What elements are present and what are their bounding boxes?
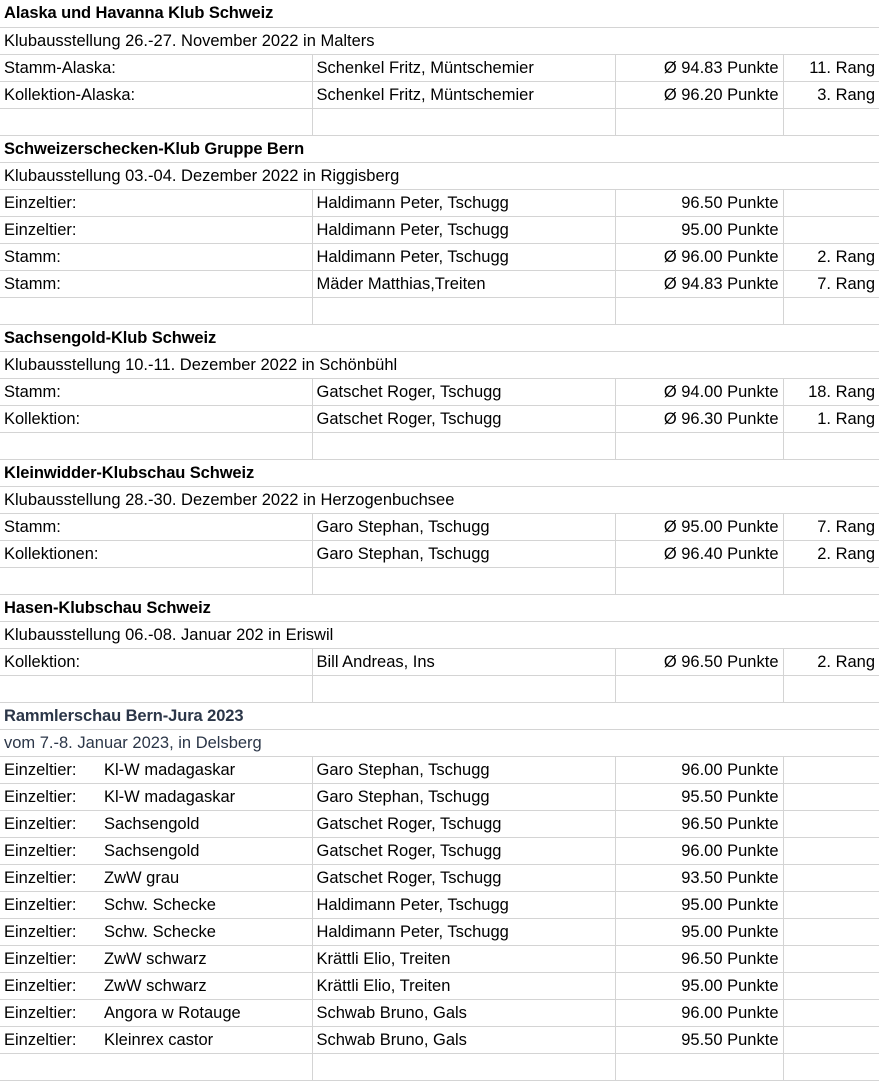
exhibitor-cell: Haldimann Peter, Tschugg xyxy=(312,189,615,216)
points-cell: Ø 96.40 Punkte xyxy=(615,540,783,567)
exhibitor-cell: Krättli Elio, Treiten xyxy=(312,945,615,972)
points-cell: 95.50 Punkte xyxy=(615,1026,783,1053)
entry-kind: Einzeltier: xyxy=(4,841,77,860)
section-title-row xyxy=(0,702,879,729)
category-cell: Einzeltier: xyxy=(0,216,312,243)
section-title-row xyxy=(0,594,879,621)
exhibitor-cell: Gatschet Roger, Tschugg xyxy=(312,837,615,864)
points-cell: Ø 96.30 Punkte xyxy=(615,405,783,432)
spacer-cell xyxy=(312,1053,615,1080)
table-row xyxy=(0,1026,879,1053)
spacer-cell xyxy=(0,432,312,459)
points-cell: 95.00 Punkte xyxy=(615,918,783,945)
rank-cell xyxy=(783,945,879,972)
entry-kind: Einzeltier: xyxy=(4,868,77,887)
rank-cell xyxy=(783,189,879,216)
points-cell: 96.00 Punkte xyxy=(615,837,783,864)
spacer-cell xyxy=(615,432,783,459)
spacer-cell xyxy=(783,675,879,702)
section-spacer-row xyxy=(0,297,879,324)
event-line: Klubausstellung 10.-11. Dezember 2022 in Schönbühl xyxy=(0,351,879,378)
table-row xyxy=(0,864,879,891)
points-cell: 95.50 Punkte xyxy=(615,783,783,810)
rank-cell: 3. Rang xyxy=(783,81,879,108)
section-event-row xyxy=(0,486,879,513)
section-title-row xyxy=(0,459,879,486)
spacer-cell xyxy=(783,432,879,459)
points-cell: Ø 94.00 Punkte xyxy=(615,378,783,405)
table-row xyxy=(0,54,879,81)
category-cell xyxy=(0,837,312,864)
event-line: Klubausstellung 26.-27. November 2022 in Malters xyxy=(0,27,879,54)
points-cell: Ø 96.00 Punkte xyxy=(615,243,783,270)
table-row xyxy=(0,243,879,270)
table-row xyxy=(0,999,879,1026)
exhibitor-cell: Mäder Matthias,Treiten xyxy=(312,270,615,297)
points-cell: 96.50 Punkte xyxy=(615,189,783,216)
section-spacer-row xyxy=(0,432,879,459)
breed-name: ZwW schwarz xyxy=(104,976,207,995)
club-title: Sachsengold-Klub Schweiz xyxy=(0,324,879,351)
exhibitor-cell: Garo Stephan, Tschugg xyxy=(312,756,615,783)
rank-cell: 7. Rang xyxy=(783,270,879,297)
spacer-cell xyxy=(783,108,879,135)
breed-name: ZwW grau xyxy=(104,868,180,887)
category-cell: Stamm-Alaska: xyxy=(0,54,312,81)
club-title: Alaska und Havanna Klub Schweiz xyxy=(0,0,879,27)
category-cell: Stamm: xyxy=(0,378,312,405)
spacer-cell xyxy=(312,297,615,324)
event-line: Klubausstellung 06.-08. Januar 202 in Eriswil xyxy=(0,621,879,648)
exhibitor-cell: Garo Stephan, Tschugg xyxy=(312,783,615,810)
section-title-row xyxy=(0,324,879,351)
exhibitor-cell: Garo Stephan, Tschugg xyxy=(312,540,615,567)
category-cell: Kollektion: xyxy=(0,405,312,432)
club-title: Kleinwidder-Klubschau Schweiz xyxy=(0,459,879,486)
section-spacer-row xyxy=(0,1053,879,1080)
category-cell xyxy=(0,756,312,783)
rank-cell xyxy=(783,837,879,864)
entry-kind: Einzeltier: xyxy=(4,1003,77,1022)
exhibitor-cell: Haldimann Peter, Tschugg xyxy=(312,216,615,243)
club-title: Hasen-Klubschau Schweiz xyxy=(0,594,879,621)
table-row xyxy=(0,891,879,918)
spacer-cell xyxy=(0,1053,312,1080)
points-cell: Ø 96.20 Punkte xyxy=(615,81,783,108)
rank-cell: 7. Rang xyxy=(783,513,879,540)
points-cell: 93.50 Punkte xyxy=(615,864,783,891)
points-cell: Ø 95.00 Punkte xyxy=(615,513,783,540)
spacer-cell xyxy=(615,567,783,594)
table-row xyxy=(0,783,879,810)
breed-name: Kl-W madagaskar xyxy=(104,787,236,806)
table-row xyxy=(0,378,879,405)
exhibitor-cell: Gatschet Roger, Tschugg xyxy=(312,378,615,405)
category-cell: Einzeltier: xyxy=(0,189,312,216)
section-event-row xyxy=(0,162,879,189)
category-cell: Stamm: xyxy=(0,243,312,270)
breed-name: Sachsengold xyxy=(104,841,200,860)
section-event-row xyxy=(0,27,879,54)
exhibitor-cell: Haldimann Peter, Tschugg xyxy=(312,891,615,918)
points-cell: Ø 94.83 Punkte xyxy=(615,270,783,297)
event-line: vom 7.-8. Januar 2023, in Delsberg xyxy=(0,729,879,756)
table-row xyxy=(0,837,879,864)
rank-cell: 2. Rang xyxy=(783,540,879,567)
rank-cell: 11. Rang xyxy=(783,54,879,81)
table-row xyxy=(0,945,879,972)
spacer-cell xyxy=(0,108,312,135)
spacer-cell xyxy=(783,567,879,594)
table-row xyxy=(0,216,879,243)
spacer-cell xyxy=(615,108,783,135)
category-cell: Stamm: xyxy=(0,513,312,540)
category-cell xyxy=(0,783,312,810)
spacer-cell xyxy=(783,1053,879,1080)
points-cell: 96.50 Punkte xyxy=(615,945,783,972)
event-line: Klubausstellung 03.-04. Dezember 2022 in Riggisberg xyxy=(0,162,879,189)
points-cell: 95.00 Punkte xyxy=(615,891,783,918)
exhibitor-cell: Gatschet Roger, Tschugg xyxy=(312,810,615,837)
entry-kind: Einzeltier: xyxy=(4,760,77,779)
points-cell: 96.00 Punkte xyxy=(615,756,783,783)
rank-cell xyxy=(783,891,879,918)
breed-name: Schw. Schecke xyxy=(104,895,216,914)
category-cell xyxy=(0,1026,312,1053)
exhibitor-cell: Bill Andreas, Ins xyxy=(312,648,615,675)
spacer-cell xyxy=(615,297,783,324)
spacer-cell xyxy=(615,675,783,702)
rank-cell xyxy=(783,918,879,945)
spacer-cell xyxy=(312,108,615,135)
exhibitor-cell: Haldimann Peter, Tschugg xyxy=(312,918,615,945)
section-spacer-row xyxy=(0,567,879,594)
points-cell: 96.00 Punkte xyxy=(615,999,783,1026)
category-cell: Kollektion-Alaska: xyxy=(0,81,312,108)
table-row xyxy=(0,270,879,297)
points-cell: Ø 96.50 Punkte xyxy=(615,648,783,675)
event-line: Klubausstellung 28.-30. Dezember 2022 in Herzogenbuchsee xyxy=(0,486,879,513)
entry-kind: Einzeltier: xyxy=(4,1030,77,1049)
entry-kind: Einzeltier: xyxy=(4,922,77,941)
section-spacer-row xyxy=(0,675,879,702)
category-cell xyxy=(0,945,312,972)
spacer-cell xyxy=(312,432,615,459)
spacer-cell xyxy=(783,297,879,324)
rank-cell xyxy=(783,756,879,783)
exhibitor-cell: Gatschet Roger, Tschugg xyxy=(312,405,615,432)
exhibitor-cell: Haldimann Peter, Tschugg xyxy=(312,243,615,270)
spacer-cell xyxy=(312,675,615,702)
section-event-row xyxy=(0,621,879,648)
category-cell: Kollektion: xyxy=(0,648,312,675)
spacer-cell xyxy=(0,675,312,702)
breed-name: Schw. Schecke xyxy=(104,922,216,941)
points-cell: 95.00 Punkte xyxy=(615,216,783,243)
category-cell xyxy=(0,999,312,1026)
rank-cell xyxy=(783,216,879,243)
club-title: Rammlerschau Bern-Jura 2023 xyxy=(0,702,879,729)
section-title-row xyxy=(0,0,879,27)
rank-cell xyxy=(783,783,879,810)
points-cell: Ø 94.83 Punkte xyxy=(615,54,783,81)
section-event-row xyxy=(0,729,879,756)
rank-cell xyxy=(783,972,879,999)
section-event-row xyxy=(0,351,879,378)
entry-kind: Einzeltier: xyxy=(4,814,77,833)
entry-kind: Einzeltier: xyxy=(4,787,77,806)
category-cell xyxy=(0,891,312,918)
section-title-row xyxy=(0,135,879,162)
entry-kind: Einzeltier: xyxy=(4,949,77,968)
table-row xyxy=(0,540,879,567)
rank-cell: 2. Rang xyxy=(783,243,879,270)
spacer-cell xyxy=(0,297,312,324)
exhibitor-cell: Schwab Bruno, Gals xyxy=(312,1026,615,1053)
table-row xyxy=(0,513,879,540)
points-cell: 95.00 Punkte xyxy=(615,972,783,999)
table-row xyxy=(0,189,879,216)
table-row xyxy=(0,81,879,108)
exhibitor-cell: Gatschet Roger, Tschugg xyxy=(312,864,615,891)
club-title: Schweizerschecken-Klub Gruppe Bern xyxy=(0,135,879,162)
table-row xyxy=(0,756,879,783)
rank-cell: 18. Rang xyxy=(783,378,879,405)
breed-name: Kleinrex castor xyxy=(104,1030,214,1049)
rank-cell xyxy=(783,999,879,1026)
exhibitor-cell: Schenkel Fritz, Müntschemier xyxy=(312,54,615,81)
category-cell xyxy=(0,972,312,999)
category-cell xyxy=(0,810,312,837)
breed-name: Kl-W madagaskar xyxy=(104,760,236,779)
rank-cell xyxy=(783,810,879,837)
table-row xyxy=(0,918,879,945)
table-row xyxy=(0,810,879,837)
category-cell xyxy=(0,918,312,945)
table-row xyxy=(0,972,879,999)
table-row xyxy=(0,648,879,675)
breed-name: ZwW schwarz xyxy=(104,949,207,968)
exhibitor-cell: Schenkel Fritz, Müntschemier xyxy=(312,81,615,108)
exhibitor-cell: Schwab Bruno, Gals xyxy=(312,999,615,1026)
entry-kind: Einzeltier: xyxy=(4,895,77,914)
section-spacer-row xyxy=(0,108,879,135)
category-cell: Kollektionen: xyxy=(0,540,312,567)
rank-cell: 1. Rang xyxy=(783,405,879,432)
category-cell: Stamm: xyxy=(0,270,312,297)
points-cell: 96.50 Punkte xyxy=(615,810,783,837)
spacer-cell xyxy=(0,567,312,594)
entry-kind: Einzeltier: xyxy=(4,976,77,995)
table-row xyxy=(0,405,879,432)
exhibitor-cell: Krättli Elio, Treiten xyxy=(312,972,615,999)
category-cell xyxy=(0,864,312,891)
spacer-cell xyxy=(615,1053,783,1080)
rank-cell: 2. Rang xyxy=(783,648,879,675)
spacer-cell xyxy=(312,567,615,594)
breed-name: Sachsengold xyxy=(104,814,200,833)
rank-cell xyxy=(783,1026,879,1053)
rank-cell xyxy=(783,864,879,891)
exhibitor-cell: Garo Stephan, Tschugg xyxy=(312,513,615,540)
breed-name: Angora w Rotauge xyxy=(104,1003,241,1022)
